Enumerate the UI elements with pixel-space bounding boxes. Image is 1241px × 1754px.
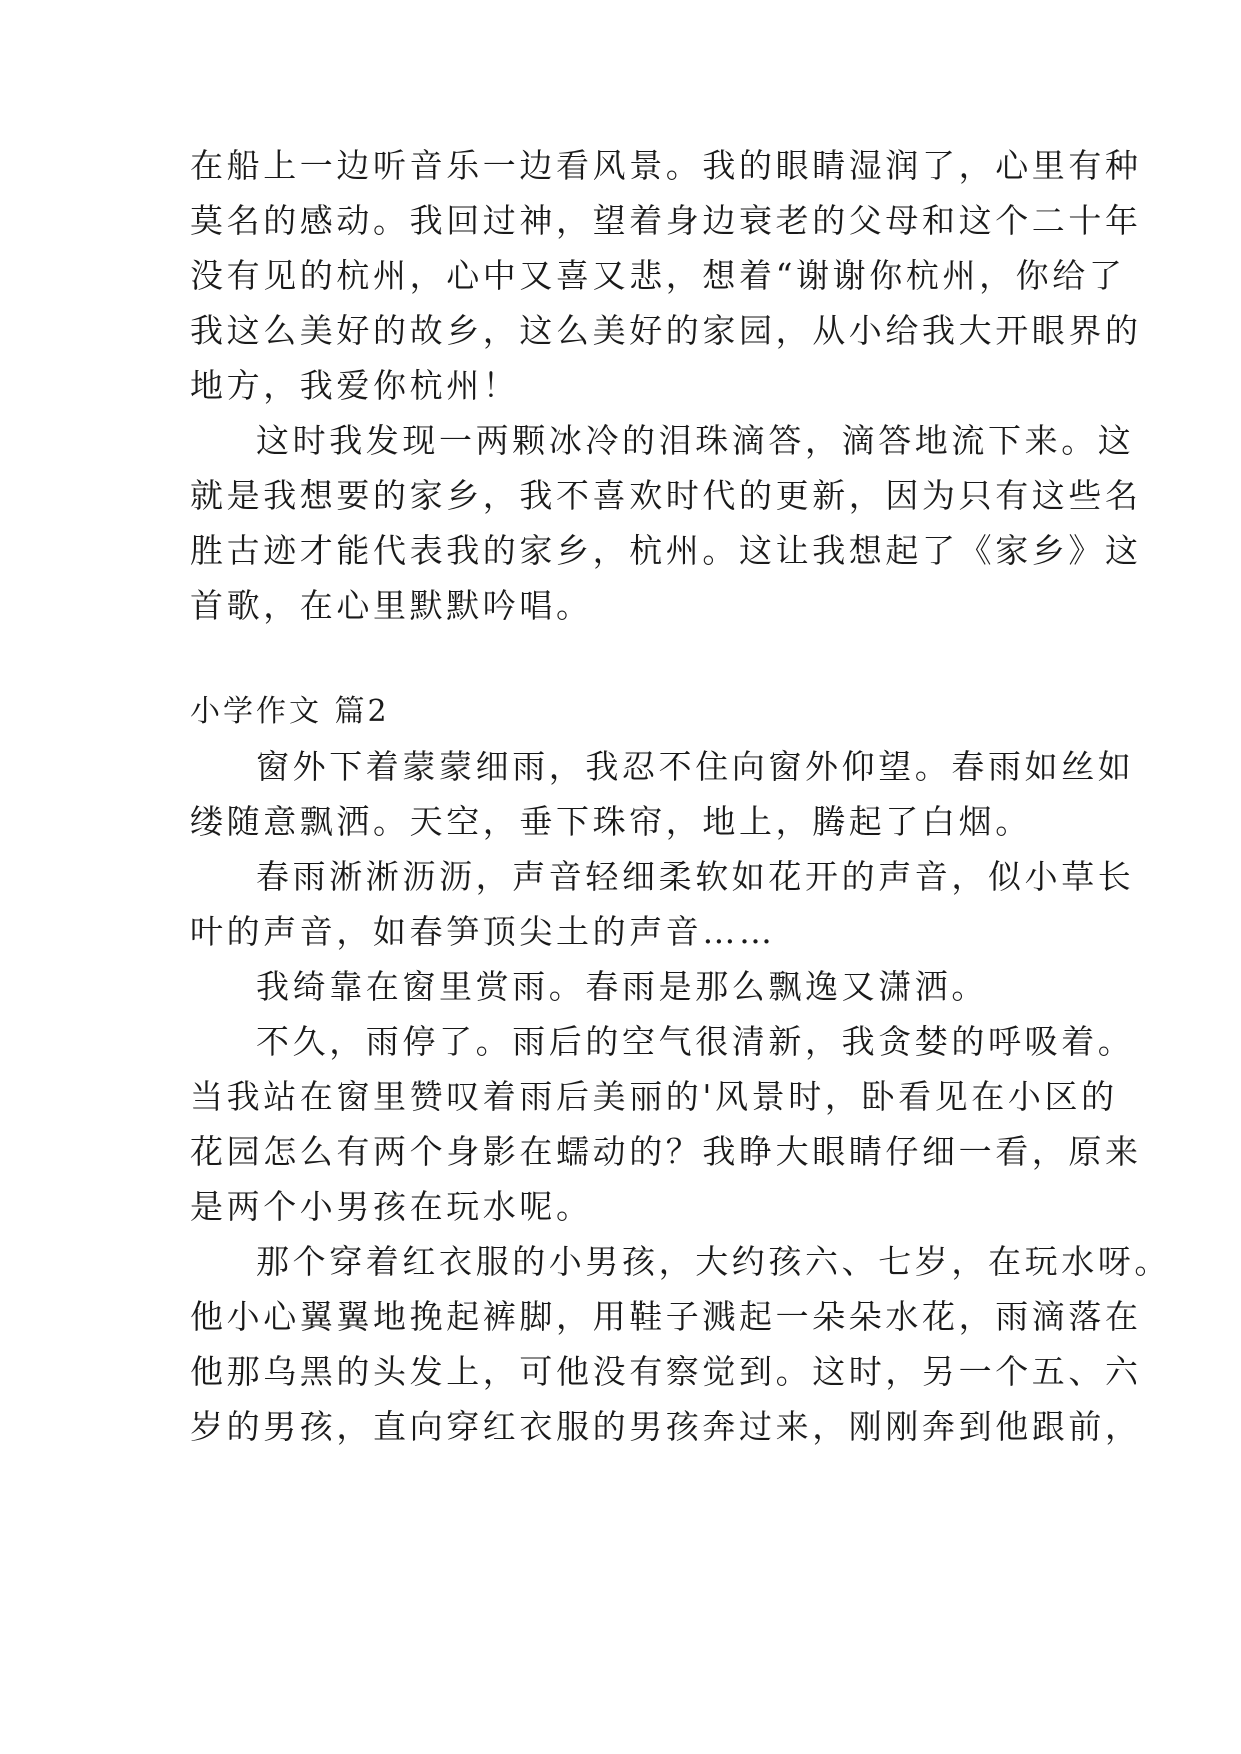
paragraph-line: 这时我发现一两颗冰冷的泪珠滴答，滴答地流下来。这 xyxy=(256,421,1135,460)
paragraph-line: 叶的声音，如春笋顶尖土的声音…… xyxy=(190,912,776,951)
paragraph-line: 当我站在窗里赞叹着雨后美丽的'风景时，卧看见在小区的 xyxy=(190,1077,1118,1116)
paragraph-line: 缕随意飘洒。天空，垂下珠帘，地上，腾起了白烟。 xyxy=(190,802,1032,841)
section-heading: 小学作文 篇2 xyxy=(190,694,390,729)
paragraph-line: 花园怎么有两个身影在蠕动的？我睁大眼睛仔细一看，原来 xyxy=(190,1132,1142,1171)
paragraph-line: 没有见的杭州，心中又喜又悲，想着“谢谢你杭州，你给了 xyxy=(190,256,1126,295)
paragraph-line: 是两个小男孩在玩水呢。 xyxy=(190,1187,593,1226)
paragraph-line: 胜古迹才能代表我的家乡，杭州。这让我想起了《家乡》这 xyxy=(190,531,1142,570)
paragraph-line: 就是我想要的家乡，我不喜欢时代的更新，因为只有这些名 xyxy=(190,476,1142,515)
paragraph-line: 地方，我爱你杭州！ xyxy=(190,366,520,405)
paragraph-line: 我绮靠在窗里赏雨。春雨是那么飘逸又潇洒。 xyxy=(256,967,988,1006)
paragraph-line: 我这么美好的故乡，这么美好的家园，从小给我大开眼界的 xyxy=(190,311,1142,350)
paragraph-line: 莫名的感动。我回过神，望着身边衰老的父母和这个二十年 xyxy=(190,201,1142,240)
paragraph-line: 他那乌黑的头发上，可他没有察觉到。这时，另一个五、六 xyxy=(190,1352,1142,1391)
paragraph-line: 窗外下着蒙蒙细雨，我忍不住向窗外仰望。春雨如丝如 xyxy=(256,747,1135,786)
paragraph-line: 那个穿着红衣服的小男孩，大约孩六、七岁，在玩水呀。 xyxy=(256,1242,1171,1281)
paragraph-line: 春雨淅淅沥沥，声音轻细柔软如花开的声音，似小草长 xyxy=(256,857,1135,896)
paragraph-line: 首歌，在心里默默吟唱。 xyxy=(190,586,593,625)
paragraph-line: 岁的男孩，直向穿红衣服的男孩奔过来，刚刚奔到他跟前， xyxy=(190,1407,1142,1446)
paragraph-line: 不久，雨停了。雨后的空气很清新，我贪婪的呼吸着。 xyxy=(256,1022,1135,1061)
paragraph-line: 他小心翼翼地挽起裤脚，用鞋子溅起一朵朵水花，雨滴落在 xyxy=(190,1297,1142,1336)
paragraph-line: 在船上一边听音乐一边看风景。我的眼睛湿润了，心里有种 xyxy=(190,146,1142,185)
